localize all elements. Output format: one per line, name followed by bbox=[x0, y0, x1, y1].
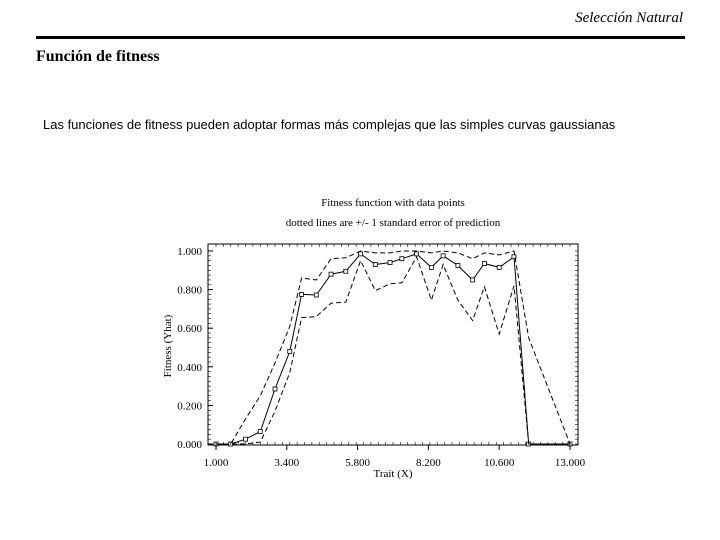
series-layer bbox=[214, 251, 572, 446]
data-point bbox=[415, 252, 419, 256]
x-tick-label: 1.000 bbox=[203, 457, 229, 469]
data-point bbox=[441, 254, 445, 258]
data-point bbox=[482, 262, 486, 266]
data-point bbox=[456, 263, 460, 267]
data-point bbox=[244, 437, 248, 441]
x-tick-label: 10.600 bbox=[484, 457, 515, 469]
y-tick-label: 0.200 bbox=[177, 400, 202, 413]
data-point bbox=[329, 272, 333, 276]
x-tick-label: 8.200 bbox=[416, 457, 441, 469]
y-tick-label: 0.000 bbox=[177, 439, 202, 451]
y-tick-label: 0.400 bbox=[177, 361, 202, 374]
chart-subtitle: dotted lines are +/- 1 standard error of prediction bbox=[285, 217, 501, 229]
data-point bbox=[497, 265, 501, 269]
data-point bbox=[258, 429, 262, 433]
plot-frame bbox=[208, 244, 578, 445]
ticks-layer bbox=[177, 244, 585, 469]
data-point bbox=[388, 261, 392, 265]
x-axis-label: Trait (X) bbox=[373, 468, 413, 480]
data-point bbox=[300, 292, 304, 296]
chart-title: Fitness function with data points bbox=[321, 197, 465, 209]
slide-title: Función de fitness bbox=[36, 48, 160, 65]
x-tick-label: 3.400 bbox=[274, 457, 300, 469]
data-point bbox=[400, 257, 404, 261]
data-point bbox=[429, 265, 433, 269]
data-point bbox=[288, 349, 292, 353]
x-tick-label: 5.800 bbox=[345, 457, 370, 469]
y-axis-label: Fitness (Yhat) bbox=[162, 314, 174, 378]
series-line-2 bbox=[216, 251, 570, 444]
series-line-3 bbox=[216, 257, 570, 444]
series-line-1 bbox=[216, 254, 570, 444]
data-point bbox=[359, 252, 363, 256]
data-point bbox=[344, 269, 348, 273]
y-tick-label: 0.800 bbox=[177, 284, 202, 297]
header-title: Selección Natural bbox=[575, 10, 683, 26]
slide-body-text: Las funciones de fitness pueden adoptar formas más complejas que las simples curvas gaussianas bbox=[43, 117, 616, 132]
y-tick-label: 0.600 bbox=[177, 323, 202, 336]
y-tick-label: 1.000 bbox=[177, 246, 202, 258]
data-point bbox=[273, 387, 277, 391]
x-tick-label: 13.000 bbox=[554, 457, 586, 469]
data-point bbox=[471, 278, 475, 282]
data-point bbox=[314, 293, 318, 297]
data-point bbox=[373, 263, 377, 267]
